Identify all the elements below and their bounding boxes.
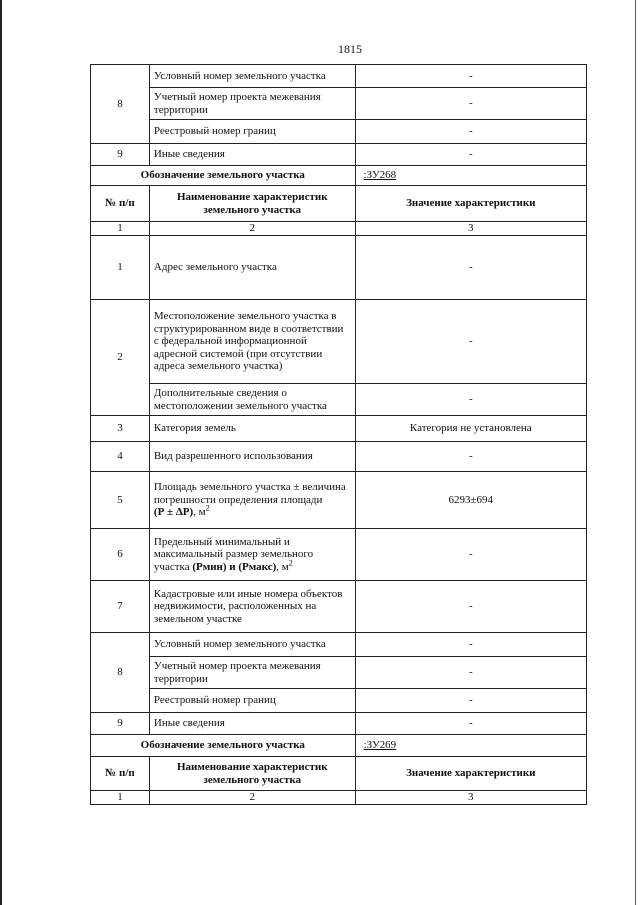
table-row — [91, 657, 587, 689]
attribute-cell: Реестровый номер границ — [149, 689, 355, 713]
row-number: 5 — [91, 472, 150, 529]
table-row — [91, 689, 587, 713]
land-plot-table — [90, 64, 587, 805]
attribute-cell: Иные сведения — [149, 144, 355, 166]
attribute-cell: Учетный номер проекта межевания территории — [149, 88, 355, 120]
unit-superscript: 2 — [288, 558, 293, 568]
row-number: 4 — [91, 442, 150, 472]
attribute-cell: Адрес земельного участка — [149, 236, 355, 300]
index-cell: 1 — [91, 222, 150, 236]
index-cell: 3 — [355, 791, 586, 805]
value-cell: - — [355, 657, 586, 689]
formula-text: (Рмин) и (Рмакс) — [192, 560, 277, 573]
value-cell: - — [355, 581, 586, 633]
value-cell: Категория не установлена — [355, 416, 586, 442]
attribute-text: Предельный минимальный и максимальный размер земельного участка — [153, 535, 314, 573]
header-num: № п/п — [91, 186, 150, 222]
row-number: 8 — [91, 633, 150, 713]
table-row — [91, 384, 587, 416]
table-row — [91, 300, 587, 384]
index-cell: 1 — [91, 791, 150, 805]
table-row — [91, 633, 587, 657]
value-cell: - — [355, 236, 586, 300]
header-row — [91, 757, 587, 791]
header-value: Значение характеристики — [355, 757, 586, 791]
attribute-cell: Местоположение земельного участка в структурированном виде в соответствии с федеральной информационной адресной системой (при отсутствии адреса земельного участка) — [149, 300, 355, 384]
index-cell: 2 — [149, 791, 355, 805]
table-row — [91, 416, 587, 442]
attribute-cell: Условный номер земельного участка — [149, 65, 355, 88]
table-row — [91, 472, 587, 529]
page-edge-left — [0, 0, 2, 905]
table-row — [91, 236, 587, 300]
table-row — [91, 442, 587, 472]
header-attribute: Наименование характеристик земельного участка — [149, 757, 355, 791]
value-cell: - — [355, 713, 586, 735]
index-cell: 2 — [149, 222, 355, 236]
row-number: 2 — [91, 300, 150, 416]
header-attribute: Наименование характеристик земельного участка — [149, 186, 355, 222]
formula-text: (Р ± ΔР) — [153, 506, 194, 519]
unit-text: , м — [276, 560, 289, 573]
table-row — [91, 120, 587, 144]
table-row — [91, 529, 587, 581]
attribute-cell: Условный номер земельного участка — [149, 633, 355, 657]
value-cell: - — [355, 529, 586, 581]
attribute-cell: Учетный номер проекта межевания территории — [149, 657, 355, 689]
unit-superscript: 2 — [205, 503, 210, 513]
attribute-text: Площадь земельного участка ± величина погрешности определения площади — [153, 481, 346, 506]
table-row — [91, 581, 587, 633]
attribute-cell: Категория земель — [149, 416, 355, 442]
index-cell: 3 — [355, 222, 586, 236]
value-cell: - — [355, 633, 586, 657]
value-cell: - — [355, 120, 586, 144]
table-row — [91, 65, 587, 88]
header-num: № п/п — [91, 757, 150, 791]
attribute-cell: Реестровый номер границ — [149, 120, 355, 144]
row-number: 8 — [91, 65, 150, 144]
header-value: Значение характеристики — [355, 186, 586, 222]
row-number: 7 — [91, 581, 150, 633]
value-cell: 6293±694 — [355, 472, 586, 529]
value-cell: - — [355, 300, 586, 384]
attribute-cell: Дополнительные сведения о местоположении земельного участка — [149, 384, 355, 416]
plot-designation-row — [91, 166, 587, 186]
plot-code: :ЗУ269 — [363, 739, 397, 752]
value-cell: - — [355, 442, 586, 472]
attribute-cell: Иные сведения — [149, 713, 355, 735]
index-row — [91, 791, 587, 805]
attribute-cell — [149, 529, 355, 581]
page-number: 1815 — [338, 42, 362, 56]
attribute-cell — [149, 472, 355, 529]
index-row — [91, 222, 587, 236]
plot-code: :ЗУ268 — [363, 169, 397, 182]
row-number: 1 — [91, 236, 150, 300]
row-number: 6 — [91, 529, 150, 581]
row-number: 9 — [91, 144, 150, 166]
table-row — [91, 144, 587, 166]
attribute-cell: Кадастровые или иные номера объектов недвижимости, расположенных на земельном участке — [149, 581, 355, 633]
row-number: 3 — [91, 416, 150, 442]
table-row — [91, 713, 587, 735]
unit-text: , м — [193, 506, 206, 519]
value-cell: - — [355, 65, 586, 88]
header-row — [91, 186, 587, 222]
table-row — [91, 88, 587, 120]
value-cell: - — [355, 689, 586, 713]
plot-designation-label: Обозначение земельного участка — [91, 166, 356, 186]
value-cell: - — [355, 144, 586, 166]
attribute-cell: Вид разрешенного использования — [149, 442, 355, 472]
plot-designation-row — [91, 735, 587, 757]
value-cell: - — [355, 384, 586, 416]
row-number: 9 — [91, 713, 150, 735]
plot-designation-label: Обозначение земельного участка — [91, 735, 356, 757]
page-edge-right — [635, 0, 636, 905]
value-cell: - — [355, 88, 586, 120]
